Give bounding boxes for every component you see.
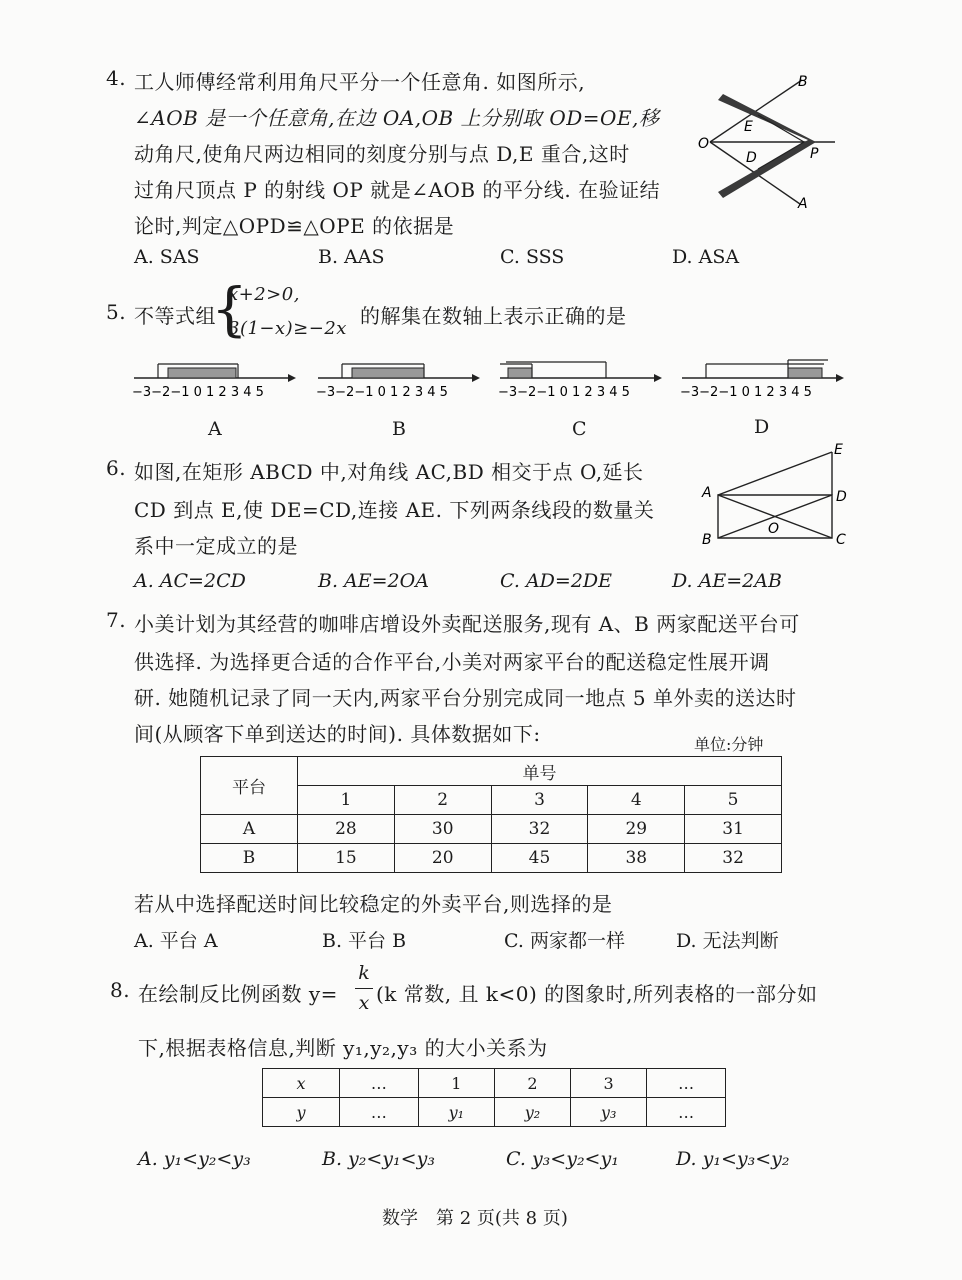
q5-number-line-a bbox=[130, 356, 300, 402]
q7-time-cell: 15 bbox=[298, 844, 395, 873]
q8-y-cell: y₂ bbox=[494, 1098, 570, 1127]
q8-y-cell: y₃ bbox=[571, 1098, 647, 1127]
q4-number: 4. bbox=[106, 66, 127, 90]
q7-delivery-table bbox=[200, 756, 782, 873]
q4-line-3: 动角尺,使角尺两边相同的刻度分别与点 D,E 重合,这时 bbox=[134, 142, 630, 166]
q8-option-a: A. y₁<y₂<y₃ bbox=[138, 1148, 251, 1170]
q8-y-cell: y₁ bbox=[418, 1098, 494, 1127]
q8-x-cell: 3 bbox=[571, 1069, 647, 1098]
q4-line-5: 论时,判定△OPD≌△OPE 的依据是 bbox=[134, 214, 455, 238]
q6-label-a: A bbox=[702, 485, 712, 501]
q8-x-cell: 2 bbox=[494, 1069, 570, 1098]
q8-x-cell: x bbox=[263, 1069, 340, 1098]
q8-y-cell: … bbox=[647, 1098, 726, 1127]
q7-time-cell: 38 bbox=[588, 844, 685, 873]
q5-number-line-d bbox=[678, 356, 848, 402]
q7-order-number: 5 bbox=[685, 786, 782, 815]
q7-unit-label: 单位:分钟 bbox=[694, 735, 764, 754]
q7-order-number: 3 bbox=[491, 786, 588, 815]
q4-line-4: 过角尺顶点 P 的射线 OP 就是∠AOB 的平分线. 在验证结 bbox=[134, 178, 661, 202]
q5-inequality-2: 3(1−x)≥−2x bbox=[228, 318, 347, 339]
q5-prefix: 不等式组 bbox=[134, 304, 216, 328]
q5-option-d: D bbox=[754, 416, 770, 438]
q8-option-b: B. y₂<y₁<y₃ bbox=[322, 1148, 435, 1170]
q6-line-3: 系中一定成立的是 bbox=[134, 534, 298, 558]
table-row bbox=[201, 815, 782, 844]
q4-label-p: P bbox=[810, 146, 819, 162]
q6-option-d: D. AE=2AB bbox=[672, 570, 782, 592]
table-row bbox=[263, 1098, 726, 1127]
q6-rectangle-figure bbox=[700, 440, 860, 552]
q6-line-1: 如图,在矩形 ABCD 中,对角线 AC,BD 相交于点 O,延长 bbox=[134, 460, 644, 484]
q7-table-group-header: 单号 bbox=[298, 757, 782, 786]
q4-line-1: 工人师傅经常利用角尺平分一个任意角. 如图所示, bbox=[134, 70, 586, 94]
q7-time-cell: 32 bbox=[491, 815, 588, 844]
q6-option-c: C. AD=2DE bbox=[500, 570, 613, 592]
q4-option-c: C. SSS bbox=[500, 246, 565, 268]
q8-fraction-numerator: k bbox=[358, 962, 370, 984]
q5-inequality-1: x+2>0, bbox=[228, 284, 300, 305]
q8-fraction-denominator: x bbox=[358, 992, 370, 1014]
q4-angle-ruler-figure bbox=[690, 66, 840, 216]
q7-line-1: 小美计划为其经营的咖啡店增设外卖配送服务,现有 A、B 两家配送平台可 bbox=[134, 612, 800, 636]
q7-option-c: C. 两家都一样 bbox=[504, 930, 625, 952]
q8-line-1a: 在绘制反比例函数 y= bbox=[138, 982, 338, 1006]
q7-line-2: 供选择. 为选择更合适的合作平台,小美对两家平台的配送稳定性展开调 bbox=[134, 650, 770, 674]
q5-number: 5. bbox=[106, 300, 127, 324]
q5-ticks-b: −3−2−1 0 1 2 3 4 5 bbox=[316, 385, 448, 400]
q4-option-d: D. ASA bbox=[672, 246, 740, 268]
q5-number-line-c bbox=[496, 356, 666, 402]
q5-brace: { bbox=[211, 275, 248, 343]
q7-time-cell: 31 bbox=[685, 815, 782, 844]
page-footer: 数学 第 2 页(共 8 页) bbox=[382, 1208, 568, 1229]
q7-table-corner: 平台 bbox=[201, 757, 298, 815]
q4-label-b: B bbox=[798, 74, 808, 90]
q7-option-b: B. 平台 B bbox=[322, 930, 407, 952]
q8-function-table bbox=[262, 1068, 726, 1127]
q7-order-number: 4 bbox=[588, 786, 685, 815]
table-row bbox=[263, 1069, 726, 1098]
q8-line-2: 下,根据表格信息,判断 y₁,y₂,y₃ 的大小关系为 bbox=[138, 1036, 548, 1060]
q8-y-cell: y bbox=[263, 1098, 340, 1127]
q5-number-line-b bbox=[314, 356, 484, 402]
q6-label-c: C bbox=[836, 532, 846, 548]
q5-ticks-a: −3−2−1 0 1 2 3 4 5 bbox=[132, 385, 264, 400]
q7-time-cell: 20 bbox=[394, 844, 491, 873]
q6-option-a: A. AC=2CD bbox=[134, 570, 246, 592]
q7-question: 若从中选择配送时间比较稳定的外卖平台,则选择的是 bbox=[134, 892, 613, 916]
q7-time-cell: 28 bbox=[298, 815, 395, 844]
q8-x-cell: 1 bbox=[418, 1069, 494, 1098]
q6-label-d: D bbox=[836, 489, 847, 505]
q7-platform-cell: A bbox=[201, 815, 298, 844]
q7-time-cell: 32 bbox=[685, 844, 782, 873]
q6-option-b: B. AE=2OA bbox=[318, 570, 429, 592]
q6-number: 6. bbox=[106, 456, 127, 480]
q7-option-a: A. 平台 A bbox=[134, 930, 218, 952]
q4-label-d: D bbox=[746, 150, 757, 166]
q5-option-a: A bbox=[208, 418, 222, 440]
q7-time-cell: 45 bbox=[491, 844, 588, 873]
q4-option-b: B. AAS bbox=[318, 246, 385, 268]
q8-number: 8. bbox=[110, 978, 131, 1002]
q5-suffix: 的解集在数轴上表示正确的是 bbox=[360, 304, 627, 328]
q6-label-e: E bbox=[834, 442, 843, 458]
q6-label-b: B bbox=[702, 532, 712, 548]
q5-option-b: B bbox=[392, 418, 406, 440]
q7-line-4: 间(从顾客下单到送达的时间). 具体数据如下: bbox=[134, 722, 541, 746]
q4-label-o: O bbox=[698, 136, 710, 152]
q8-option-d: D. y₁<y₃<y₂ bbox=[676, 1148, 790, 1170]
q7-option-d: D. 无法判断 bbox=[676, 930, 779, 952]
q7-platform-cell: B bbox=[201, 844, 298, 873]
q8-x-cell: … bbox=[647, 1069, 726, 1098]
q4-label-a: A bbox=[798, 196, 808, 212]
q8-option-c: C. y₃<y₂<y₁ bbox=[506, 1148, 619, 1170]
q8-fraction-bar bbox=[355, 988, 373, 989]
q5-ticks-d: −3−2−1 0 1 2 3 4 5 bbox=[680, 385, 812, 400]
q4-line-2: ∠AOB 是一个任意角,在边 OA,OB 上分别取 OD=OE,移 bbox=[134, 106, 660, 130]
q7-order-number: 2 bbox=[394, 786, 491, 815]
q7-line-3: 研. 她随机记录了同一天内,两家平台分别完成同一地点 5 单外卖的送达时 bbox=[134, 686, 797, 710]
q6-line-2: CD 到点 E,使 DE=CD,连接 AE. 下列两条线段的数量关 bbox=[134, 498, 655, 522]
q8-line-1b: (k 常数, 且 k<0) 的图象时,所列表格的一部分如 bbox=[376, 982, 818, 1006]
q8-x-cell: … bbox=[340, 1069, 419, 1098]
q6-label-o: O bbox=[768, 521, 780, 537]
q4-option-a: A. SAS bbox=[134, 246, 200, 268]
q7-time-cell: 30 bbox=[394, 815, 491, 844]
q7-number: 7. bbox=[106, 608, 127, 632]
q5-option-c: C bbox=[572, 418, 587, 440]
q8-y-cell: … bbox=[340, 1098, 419, 1127]
q5-ticks-c: −3−2−1 0 1 2 3 4 5 bbox=[498, 385, 630, 400]
q7-time-cell: 29 bbox=[588, 815, 685, 844]
q7-order-number: 1 bbox=[298, 786, 395, 815]
table-row bbox=[201, 844, 782, 873]
q4-label-e: E bbox=[744, 119, 753, 135]
